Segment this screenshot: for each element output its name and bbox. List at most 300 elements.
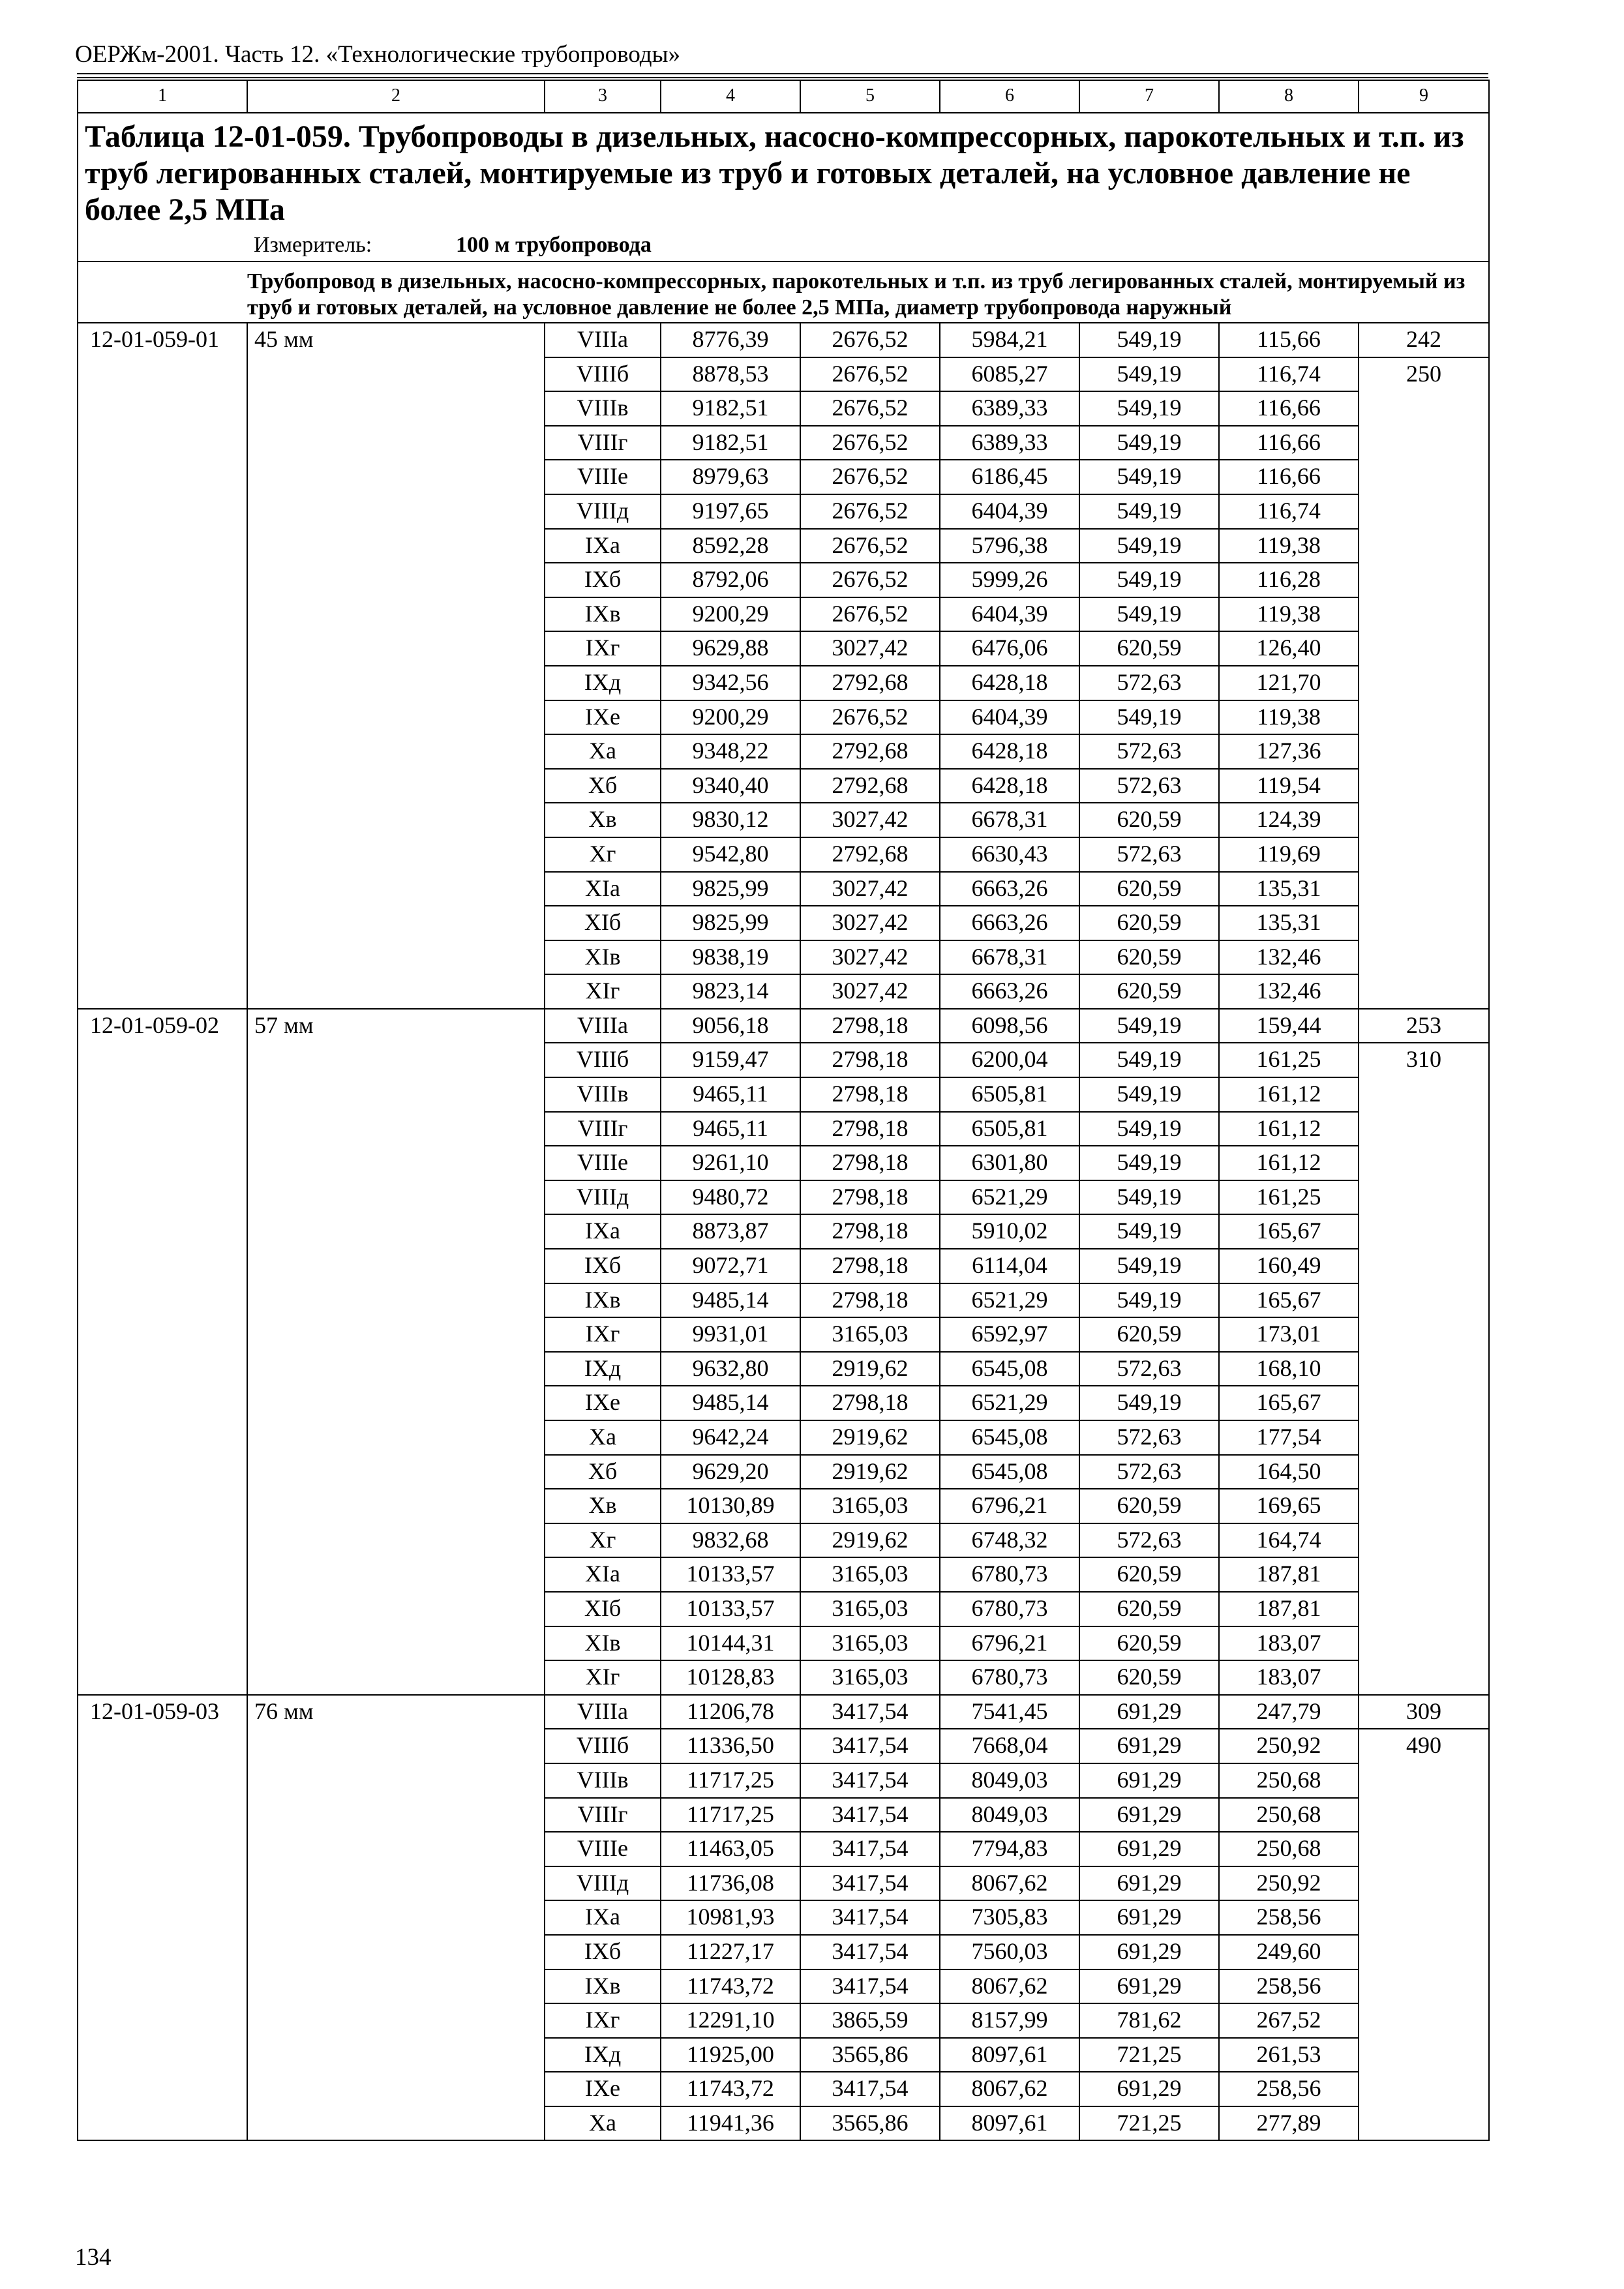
- machine-cost-cell: 5796,38: [940, 529, 1079, 563]
- category-cell: VIIIд: [545, 1866, 661, 1901]
- machine-cost-cell: 8067,62: [940, 2072, 1079, 2106]
- operator-wage-cell: 572,63: [1079, 837, 1219, 872]
- table-description: Трубопровод в дизельных, насосно-компрессорных, парокотельных и т.п. из труб легированных сталей, монтируемый из труб и готовых деталей, на условное давление не более 2,5 МПа, диаметр трубопровода наружный: [247, 262, 1489, 323]
- machine-hours-cell: 250: [1359, 357, 1489, 1009]
- total-cost-cell: 9056,18: [661, 1009, 800, 1043]
- total-cost-cell: 9197,65: [661, 494, 800, 529]
- machine-cost-cell: 6404,39: [940, 597, 1079, 632]
- category-cell: VIIIб: [545, 1043, 661, 1077]
- category-cell: VIIIд: [545, 494, 661, 529]
- machine-cost-cell: 6505,81: [940, 1112, 1079, 1146]
- labor-cost-cell: 3417,54: [800, 1832, 940, 1866]
- machine-cost-cell: 6476,06: [940, 631, 1079, 666]
- labor-cost-cell: 3027,42: [800, 906, 940, 940]
- description-spacer: [78, 262, 247, 323]
- header-rule: [77, 77, 1488, 78]
- machine-cost-cell: 6389,33: [940, 391, 1079, 426]
- operator-wage-cell: 549,19: [1079, 494, 1219, 529]
- material-cost-cell: 119,38: [1219, 700, 1359, 735]
- category-cell: IXв: [545, 597, 661, 632]
- labor-cost-cell: 3165,03: [800, 1317, 940, 1352]
- operator-wage-cell: 572,63: [1079, 734, 1219, 769]
- category-cell: IXа: [545, 1214, 661, 1249]
- operator-wage-cell: 691,29: [1079, 1935, 1219, 1969]
- total-cost-cell: 11743,72: [661, 1969, 800, 2004]
- running-header: ОЕРЖм-2001. Часть 12. «Технологические трубопроводы»: [75, 41, 680, 68]
- category-cell: Xг: [545, 837, 661, 872]
- column-number-row: [78, 80, 1489, 113]
- labor-cost-cell: 3417,54: [800, 1729, 940, 1763]
- machine-cost-cell: 8157,99: [940, 2003, 1079, 2038]
- total-cost-cell: 12291,10: [661, 2003, 800, 2038]
- machine-cost-cell: 7541,45: [940, 1695, 1079, 1729]
- description-row: [78, 262, 1489, 323]
- operator-wage-cell: 572,63: [1079, 1455, 1219, 1489]
- machine-cost-cell: 6085,27: [940, 357, 1079, 392]
- labor-cost-cell: 2676,52: [800, 357, 940, 392]
- machine-cost-cell: 6796,21: [940, 1626, 1079, 1661]
- material-cost-cell: 132,46: [1219, 974, 1359, 1009]
- rate-code: 12-01-059-03: [78, 1695, 247, 2141]
- labor-cost-cell: 3417,54: [800, 1763, 940, 1798]
- total-cost-cell: 8792,06: [661, 563, 800, 597]
- total-cost-cell: 11336,50: [661, 1729, 800, 1763]
- labor-cost-cell: 2676,52: [800, 494, 940, 529]
- total-cost-cell: 8592,28: [661, 529, 800, 563]
- machine-cost-cell: 6545,08: [940, 1455, 1079, 1489]
- category-cell: VIIIе: [545, 1146, 661, 1180]
- operator-wage-cell: 691,29: [1079, 1900, 1219, 1935]
- labor-cost-cell: 3417,54: [800, 1935, 940, 1969]
- material-cost-cell: 187,81: [1219, 1592, 1359, 1626]
- labor-cost-cell: 2798,18: [800, 1043, 940, 1077]
- category-cell: IXв: [545, 1283, 661, 1318]
- material-cost-cell: 160,49: [1219, 1249, 1359, 1283]
- material-cost-cell: 183,07: [1219, 1660, 1359, 1695]
- labor-cost-cell: 2798,18: [800, 1112, 940, 1146]
- total-cost-cell: 9182,51: [661, 391, 800, 426]
- material-cost-cell: 258,56: [1219, 1969, 1359, 2004]
- material-cost-cell: 250,92: [1219, 1729, 1359, 1763]
- operator-wage-cell: 620,59: [1079, 803, 1219, 837]
- category-cell: VIIIв: [545, 1077, 661, 1112]
- operator-wage-cell: 691,29: [1079, 2072, 1219, 2106]
- column-number: 5: [800, 80, 940, 113]
- labor-cost-cell: 3165,03: [800, 1489, 940, 1523]
- machine-cost-cell: 8097,61: [940, 2106, 1079, 2141]
- measure-cell: [247, 230, 1489, 262]
- machine-cost-cell: 6428,18: [940, 734, 1079, 769]
- total-cost-cell: 11925,00: [661, 2038, 800, 2072]
- material-cost-cell: 119,38: [1219, 529, 1359, 563]
- operator-wage-cell: 549,19: [1079, 323, 1219, 357]
- category-cell: VIIIг: [545, 1798, 661, 1833]
- material-cost-cell: 258,56: [1219, 1900, 1359, 1935]
- operator-wage-cell: 691,29: [1079, 1969, 1219, 2004]
- machine-cost-cell: 6630,43: [940, 837, 1079, 872]
- labor-cost-cell: 2676,52: [800, 700, 940, 735]
- material-cost-cell: 119,38: [1219, 597, 1359, 632]
- material-cost-cell: 161,12: [1219, 1112, 1359, 1146]
- machine-cost-cell: 7305,83: [940, 1900, 1079, 1935]
- labor-cost-cell: 3417,54: [800, 1798, 940, 1833]
- material-cost-cell: 116,66: [1219, 460, 1359, 494]
- category-cell: XIг: [545, 1660, 661, 1695]
- total-cost-cell: 8776,39: [661, 323, 800, 357]
- total-cost-cell: 9642,24: [661, 1420, 800, 1455]
- material-cost-cell: 127,36: [1219, 734, 1359, 769]
- total-cost-cell: 9465,11: [661, 1077, 800, 1112]
- operator-wage-cell: 549,19: [1079, 460, 1219, 494]
- category-cell: VIIIг: [545, 1112, 661, 1146]
- material-cost-cell: 116,66: [1219, 391, 1359, 426]
- material-cost-cell: 261,53: [1219, 2038, 1359, 2072]
- labor-cost-cell: 2676,52: [800, 460, 940, 494]
- total-cost-cell: 9485,14: [661, 1283, 800, 1318]
- category-cell: IXб: [545, 1935, 661, 1969]
- operator-wage-cell: 549,19: [1079, 1077, 1219, 1112]
- category-cell: IXд: [545, 1352, 661, 1386]
- total-cost-cell: 11736,08: [661, 1866, 800, 1901]
- material-cost-cell: 135,31: [1219, 906, 1359, 940]
- material-cost-cell: 169,65: [1219, 1489, 1359, 1523]
- operator-wage-cell: 620,59: [1079, 1592, 1219, 1626]
- pipe-diameter: 57 мм: [247, 1009, 545, 1695]
- total-cost-cell: 11206,78: [661, 1695, 800, 1729]
- category-cell: Xб: [545, 1455, 661, 1489]
- machine-cost-cell: 5910,02: [940, 1214, 1079, 1249]
- operator-wage-cell: 620,59: [1079, 872, 1219, 906]
- material-cost-cell: 126,40: [1219, 631, 1359, 666]
- labor-cost-cell: 2676,52: [800, 529, 940, 563]
- operator-wage-cell: 549,19: [1079, 1180, 1219, 1215]
- measure-label: Измеритель:: [254, 233, 372, 257]
- material-cost-cell: 116,28: [1219, 563, 1359, 597]
- material-cost-cell: 165,67: [1219, 1283, 1359, 1318]
- labor-cost-cell: 3027,42: [800, 872, 940, 906]
- labor-cost-cell: 2798,18: [800, 1214, 940, 1249]
- operator-wage-cell: 549,19: [1079, 1249, 1219, 1283]
- total-cost-cell: 10128,83: [661, 1660, 800, 1695]
- total-cost-cell: 8878,53: [661, 357, 800, 392]
- total-cost-cell: 10144,31: [661, 1626, 800, 1661]
- labor-cost-cell: 3417,54: [800, 1900, 940, 1935]
- machine-cost-cell: 8067,62: [940, 1969, 1079, 2004]
- labor-cost-cell: 2798,18: [800, 1386, 940, 1420]
- total-cost-cell: 9200,29: [661, 700, 800, 735]
- material-cost-cell: 164,50: [1219, 1455, 1359, 1489]
- table-title: Таблица 12-01-059. Трубопроводы в дизельных, насосно-компрессорных, парокотельных и т.п. из труб легированных сталей, монтируемые из труб и готовых деталей, на условное давление не более 2,5 МПа: [78, 113, 1489, 230]
- operator-wage-cell: 549,19: [1079, 529, 1219, 563]
- material-cost-cell: 116,74: [1219, 357, 1359, 392]
- category-cell: IXб: [545, 563, 661, 597]
- labor-cost-cell: 2798,18: [800, 1283, 940, 1318]
- operator-wage-cell: 549,19: [1079, 597, 1219, 632]
- machine-cost-cell: 6521,29: [940, 1180, 1079, 1215]
- category-cell: Xв: [545, 1489, 661, 1523]
- operator-wage-cell: 549,19: [1079, 1283, 1219, 1318]
- category-cell: VIIIа: [545, 323, 661, 357]
- labor-cost-cell: 3417,54: [800, 1866, 940, 1901]
- operator-wage-cell: 549,19: [1079, 1043, 1219, 1077]
- operator-wage-cell: 549,19: [1079, 357, 1219, 392]
- machine-cost-cell: 8049,03: [940, 1798, 1079, 1833]
- machine-cost-cell: 6748,32: [940, 1523, 1079, 1558]
- labor-cost-cell: 3165,03: [800, 1626, 940, 1661]
- category-cell: IXа: [545, 529, 661, 563]
- column-number: 6: [940, 80, 1079, 113]
- operator-wage-cell: 691,29: [1079, 1695, 1219, 1729]
- total-cost-cell: 9838,19: [661, 940, 800, 975]
- category-cell: XIб: [545, 906, 661, 940]
- material-cost-cell: 119,54: [1219, 769, 1359, 803]
- labor-cost-cell: 2798,18: [800, 1009, 940, 1043]
- machine-cost-cell: 6678,31: [940, 803, 1079, 837]
- operator-wage-cell: 620,59: [1079, 1660, 1219, 1695]
- category-cell: Xб: [545, 769, 661, 803]
- machine-cost-cell: 6545,08: [940, 1352, 1079, 1386]
- total-cost-cell: 11717,25: [661, 1763, 800, 1798]
- total-cost-cell: 11941,36: [661, 2106, 800, 2141]
- material-cost-cell: 161,12: [1219, 1146, 1359, 1180]
- operator-wage-cell: 549,19: [1079, 391, 1219, 426]
- operator-wage-cell: 721,25: [1079, 2038, 1219, 2072]
- total-cost-cell: 9931,01: [661, 1317, 800, 1352]
- machine-cost-cell: 6098,56: [940, 1009, 1079, 1043]
- total-cost-cell: 9825,99: [661, 906, 800, 940]
- material-cost-cell: 247,79: [1219, 1695, 1359, 1729]
- table-row: [78, 1695, 1489, 1729]
- total-cost-cell: 9830,12: [661, 803, 800, 837]
- column-number: 7: [1079, 80, 1219, 113]
- total-cost-cell: 11743,72: [661, 2072, 800, 2106]
- labor-cost-cell: 2676,52: [800, 597, 940, 632]
- category-cell: Xа: [545, 734, 661, 769]
- rate-code: 12-01-059-01: [78, 323, 247, 1009]
- material-cost-cell: 161,12: [1219, 1077, 1359, 1112]
- category-cell: IXе: [545, 700, 661, 735]
- total-cost-cell: 11227,17: [661, 1935, 800, 1969]
- total-cost-cell: 9342,56: [661, 666, 800, 700]
- labor-cost-cell: 2792,68: [800, 666, 940, 700]
- operator-wage-cell: 572,63: [1079, 1523, 1219, 1558]
- machine-cost-cell: 6780,73: [940, 1557, 1079, 1592]
- labor-cost-cell: 3417,54: [800, 2072, 940, 2106]
- machine-cost-cell: 5984,21: [940, 323, 1079, 357]
- material-cost-cell: 132,46: [1219, 940, 1359, 975]
- total-cost-cell: 10133,57: [661, 1557, 800, 1592]
- material-cost-cell: 250,92: [1219, 1866, 1359, 1901]
- labor-cost-cell: 3027,42: [800, 940, 940, 975]
- category-cell: IXг: [545, 631, 661, 666]
- category-cell: IXе: [545, 1386, 661, 1420]
- column-number: 3: [545, 80, 661, 113]
- material-cost-cell: 164,74: [1219, 1523, 1359, 1558]
- labor-cost-cell: 3565,86: [800, 2038, 940, 2072]
- machine-cost-cell: 6200,04: [940, 1043, 1079, 1077]
- labor-cost-cell: 2919,62: [800, 1523, 940, 1558]
- category-cell: VIIIб: [545, 357, 661, 392]
- operator-wage-cell: 549,19: [1079, 1009, 1219, 1043]
- material-cost-cell: 115,66: [1219, 323, 1359, 357]
- labor-hours-cell: 253: [1359, 1009, 1489, 1043]
- labor-cost-cell: 2676,52: [800, 563, 940, 597]
- machine-cost-cell: 8067,62: [940, 1866, 1079, 1901]
- total-cost-cell: 9340,40: [661, 769, 800, 803]
- machine-hours-cell: 490: [1359, 1729, 1489, 2140]
- machine-cost-cell: 6796,21: [940, 1489, 1079, 1523]
- labor-cost-cell: 3165,03: [800, 1592, 940, 1626]
- material-cost-cell: 168,10: [1219, 1352, 1359, 1386]
- category-cell: IXа: [545, 1900, 661, 1935]
- operator-wage-cell: 691,29: [1079, 1798, 1219, 1833]
- machine-cost-cell: 6404,39: [940, 700, 1079, 735]
- operator-wage-cell: 691,29: [1079, 1832, 1219, 1866]
- operator-wage-cell: 691,29: [1079, 1729, 1219, 1763]
- total-cost-cell: 9159,47: [661, 1043, 800, 1077]
- labor-cost-cell: 2792,68: [800, 769, 940, 803]
- machine-cost-cell: 6780,73: [940, 1592, 1079, 1626]
- machine-cost-cell: 6663,26: [940, 872, 1079, 906]
- category-cell: IXд: [545, 666, 661, 700]
- table-body: [78, 80, 1489, 2140]
- operator-wage-cell: 549,19: [1079, 700, 1219, 735]
- column-number: 8: [1219, 80, 1359, 113]
- operator-wage-cell: 572,63: [1079, 769, 1219, 803]
- category-cell: XIб: [545, 1592, 661, 1626]
- category-cell: XIв: [545, 940, 661, 975]
- operator-wage-cell: 549,19: [1079, 1112, 1219, 1146]
- labor-cost-cell: 2919,62: [800, 1420, 940, 1455]
- category-cell: VIIIа: [545, 1695, 661, 1729]
- operator-wage-cell: 572,63: [1079, 666, 1219, 700]
- total-cost-cell: 9632,80: [661, 1352, 800, 1386]
- material-cost-cell: 277,89: [1219, 2106, 1359, 2141]
- total-cost-cell: 9629,20: [661, 1455, 800, 1489]
- total-cost-cell: 9182,51: [661, 426, 800, 460]
- total-cost-cell: 9072,71: [661, 1249, 800, 1283]
- header-rule: [77, 73, 1488, 74]
- total-cost-cell: 8979,63: [661, 460, 800, 494]
- machine-cost-cell: 8049,03: [940, 1763, 1079, 1798]
- category-cell: VIIIг: [545, 426, 661, 460]
- material-cost-cell: 258,56: [1219, 2072, 1359, 2106]
- rate-code: 12-01-059-02: [78, 1009, 247, 1695]
- operator-wage-cell: 620,59: [1079, 974, 1219, 1009]
- table-row: [78, 1009, 1489, 1043]
- category-cell: VIIIа: [545, 1009, 661, 1043]
- machine-cost-cell: 6186,45: [940, 460, 1079, 494]
- operator-wage-cell: 549,19: [1079, 1214, 1219, 1249]
- norm-table: [77, 80, 1490, 2141]
- table-row: [78, 323, 1489, 357]
- measure-value: 100 м трубопровода: [456, 233, 652, 257]
- operator-wage-cell: 691,29: [1079, 1763, 1219, 1798]
- labor-cost-cell: 2798,18: [800, 1249, 940, 1283]
- category-cell: VIIIб: [545, 1729, 661, 1763]
- machine-cost-cell: 6521,29: [940, 1386, 1079, 1420]
- labor-cost-cell: 3027,42: [800, 803, 940, 837]
- category-cell: IXб: [545, 1249, 661, 1283]
- machine-cost-cell: 6114,04: [940, 1249, 1079, 1283]
- labor-cost-cell: 2676,52: [800, 323, 940, 357]
- pipe-diameter: 76 мм: [247, 1695, 545, 2141]
- labor-cost-cell: 2676,52: [800, 426, 940, 460]
- machine-cost-cell: 6780,73: [940, 1660, 1079, 1695]
- labor-cost-cell: 2792,68: [800, 837, 940, 872]
- measure-spacer: [78, 230, 247, 262]
- machine-cost-cell: 6521,29: [940, 1283, 1079, 1318]
- operator-wage-cell: 620,59: [1079, 906, 1219, 940]
- total-cost-cell: 11717,25: [661, 1798, 800, 1833]
- material-cost-cell: 249,60: [1219, 1935, 1359, 1969]
- machine-cost-cell: 7560,03: [940, 1935, 1079, 1969]
- labor-cost-cell: 3165,03: [800, 1557, 940, 1592]
- material-cost-cell: 173,01: [1219, 1317, 1359, 1352]
- machine-cost-cell: 8097,61: [940, 2038, 1079, 2072]
- operator-wage-cell: 620,59: [1079, 1489, 1219, 1523]
- labor-cost-cell: 3027,42: [800, 631, 940, 666]
- operator-wage-cell: 572,63: [1079, 1420, 1219, 1455]
- total-cost-cell: 10981,93: [661, 1900, 800, 1935]
- category-cell: XIа: [545, 1557, 661, 1592]
- category-cell: Xа: [545, 1420, 661, 1455]
- material-cost-cell: 165,67: [1219, 1214, 1359, 1249]
- labor-cost-cell: 2792,68: [800, 734, 940, 769]
- category-cell: IXг: [545, 2003, 661, 2038]
- operator-wage-cell: 549,19: [1079, 1386, 1219, 1420]
- machine-cost-cell: 6428,18: [940, 666, 1079, 700]
- category-cell: Xг: [545, 1523, 661, 1558]
- category-cell: XIа: [545, 872, 661, 906]
- total-cost-cell: 9542,80: [661, 837, 800, 872]
- machine-cost-cell: 6404,39: [940, 494, 1079, 529]
- labor-cost-cell: 2798,18: [800, 1180, 940, 1215]
- category-cell: IXе: [545, 2072, 661, 2106]
- material-cost-cell: 183,07: [1219, 1626, 1359, 1661]
- machine-cost-cell: 6592,97: [940, 1317, 1079, 1352]
- labor-cost-cell: 2919,62: [800, 1352, 940, 1386]
- labor-cost-cell: 2798,18: [800, 1146, 940, 1180]
- material-cost-cell: 159,44: [1219, 1009, 1359, 1043]
- material-cost-cell: 187,81: [1219, 1557, 1359, 1592]
- labor-cost-cell: 3565,86: [800, 2106, 940, 2141]
- material-cost-cell: 124,39: [1219, 803, 1359, 837]
- total-cost-cell: 9200,29: [661, 597, 800, 632]
- material-cost-cell: 119,69: [1219, 837, 1359, 872]
- total-cost-cell: 9480,72: [661, 1180, 800, 1215]
- labor-cost-cell: 3417,54: [800, 1695, 940, 1729]
- operator-wage-cell: 620,59: [1079, 1626, 1219, 1661]
- category-cell: IXв: [545, 1969, 661, 2004]
- material-cost-cell: 161,25: [1219, 1043, 1359, 1077]
- total-cost-cell: 10130,89: [661, 1489, 800, 1523]
- category-cell: XIг: [545, 974, 661, 1009]
- machine-cost-cell: 6301,80: [940, 1146, 1079, 1180]
- operator-wage-cell: 721,25: [1079, 2106, 1219, 2141]
- column-number: 2: [247, 80, 545, 113]
- category-cell: VIIIв: [545, 1763, 661, 1798]
- total-cost-cell: 9832,68: [661, 1523, 800, 1558]
- column-number: 1: [78, 80, 247, 113]
- total-cost-cell: 11463,05: [661, 1832, 800, 1866]
- total-cost-cell: 9629,88: [661, 631, 800, 666]
- labor-cost-cell: 2798,18: [800, 1077, 940, 1112]
- total-cost-cell: 9348,22: [661, 734, 800, 769]
- machine-cost-cell: 6678,31: [940, 940, 1079, 975]
- category-cell: VIIIе: [545, 460, 661, 494]
- material-cost-cell: 116,74: [1219, 494, 1359, 529]
